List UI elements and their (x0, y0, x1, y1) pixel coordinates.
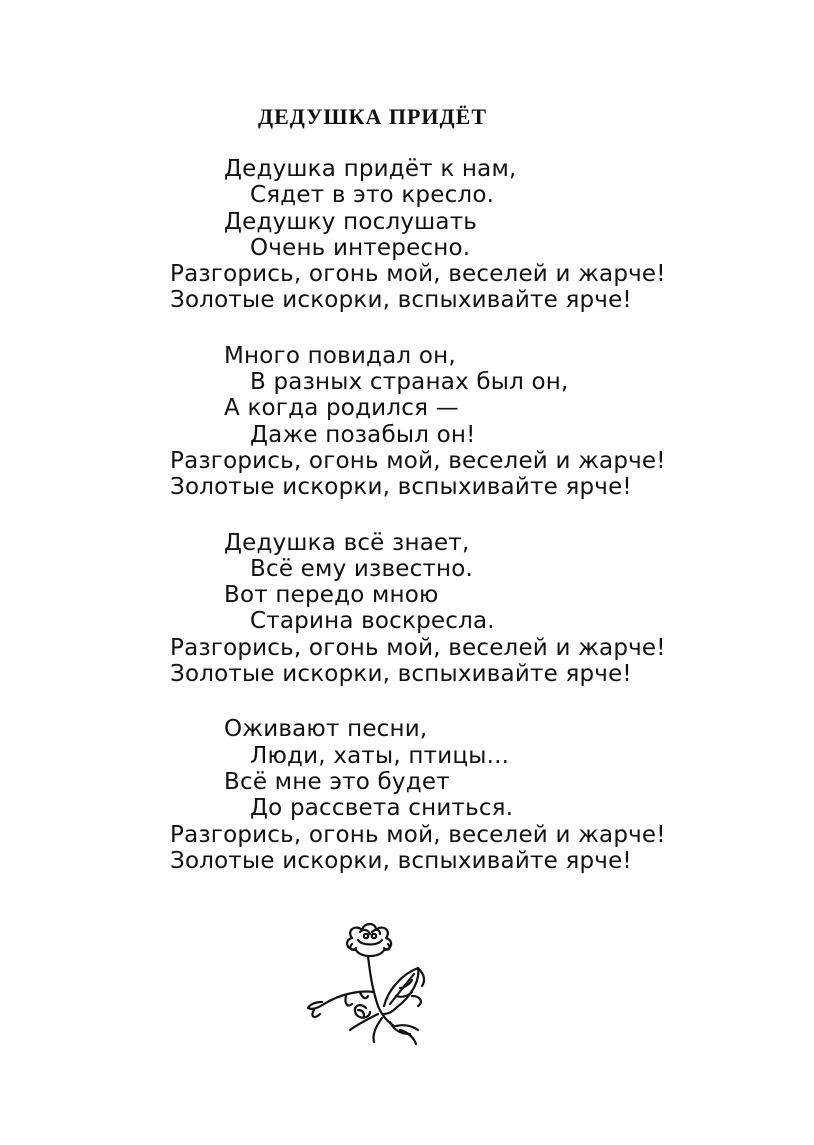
refrain-line: Разгорись, огонь мой, веселей и жарче! (170, 447, 666, 474)
refrain-line: Разгорись, огонь мой, веселей и жарче! (170, 634, 666, 661)
stanza-3 (0, 530, 814, 688)
poem-line: Дедушка всё знает, (224, 529, 470, 556)
poem-body (0, 156, 814, 903)
poem-line: В разных странах был он, (250, 369, 569, 396)
refrain-line: Золотые искорки, вспыхивайте ярче! (170, 474, 632, 501)
refrain-line: Разгорись, огонь мой, веселей и жарче! (170, 821, 666, 848)
poem-line: Сядет в это кресло. (250, 182, 495, 209)
poem-title: ДЕДУШКА ПРИДЁТ (258, 104, 488, 129)
poem-line: Дедушку послушать (224, 208, 478, 235)
poem-line: Очень интересно. (250, 234, 471, 261)
stanza-2 (0, 343, 814, 501)
refrain-line: Золотые искорки, вспыхивайте ярче! (170, 287, 632, 314)
poem-line: Старина воскресла. (250, 608, 495, 635)
refrain-line: Золотые искорки, вспыхивайте ярче! (170, 847, 632, 874)
poem-line: Всё ему известно. (250, 555, 474, 582)
poem-line: Много повидал он, (224, 342, 456, 369)
poem-line: Люди, хаты, птицы... (250, 742, 510, 769)
stanza-4 (0, 716, 814, 874)
poem-line: А когда родился — (224, 395, 459, 422)
flower-icon (300, 918, 450, 1048)
refrain-line: Золотые искорки, вспыхивайте ярче! (170, 661, 632, 688)
stanza-1 (0, 156, 814, 314)
poem-line: Вот передо мною (224, 582, 439, 609)
poem-line: До рассвета сниться. (250, 795, 514, 822)
refrain-line: Разгорись, огонь мой, веселей и жарче! (170, 261, 666, 288)
poem-line: Всё мне это будет (224, 768, 450, 795)
poem-line: Оживают песни, (224, 716, 428, 743)
poem-line: Дедушка придёт к нам, (224, 156, 517, 182)
poem-line: Даже позабыл он! (250, 421, 476, 448)
